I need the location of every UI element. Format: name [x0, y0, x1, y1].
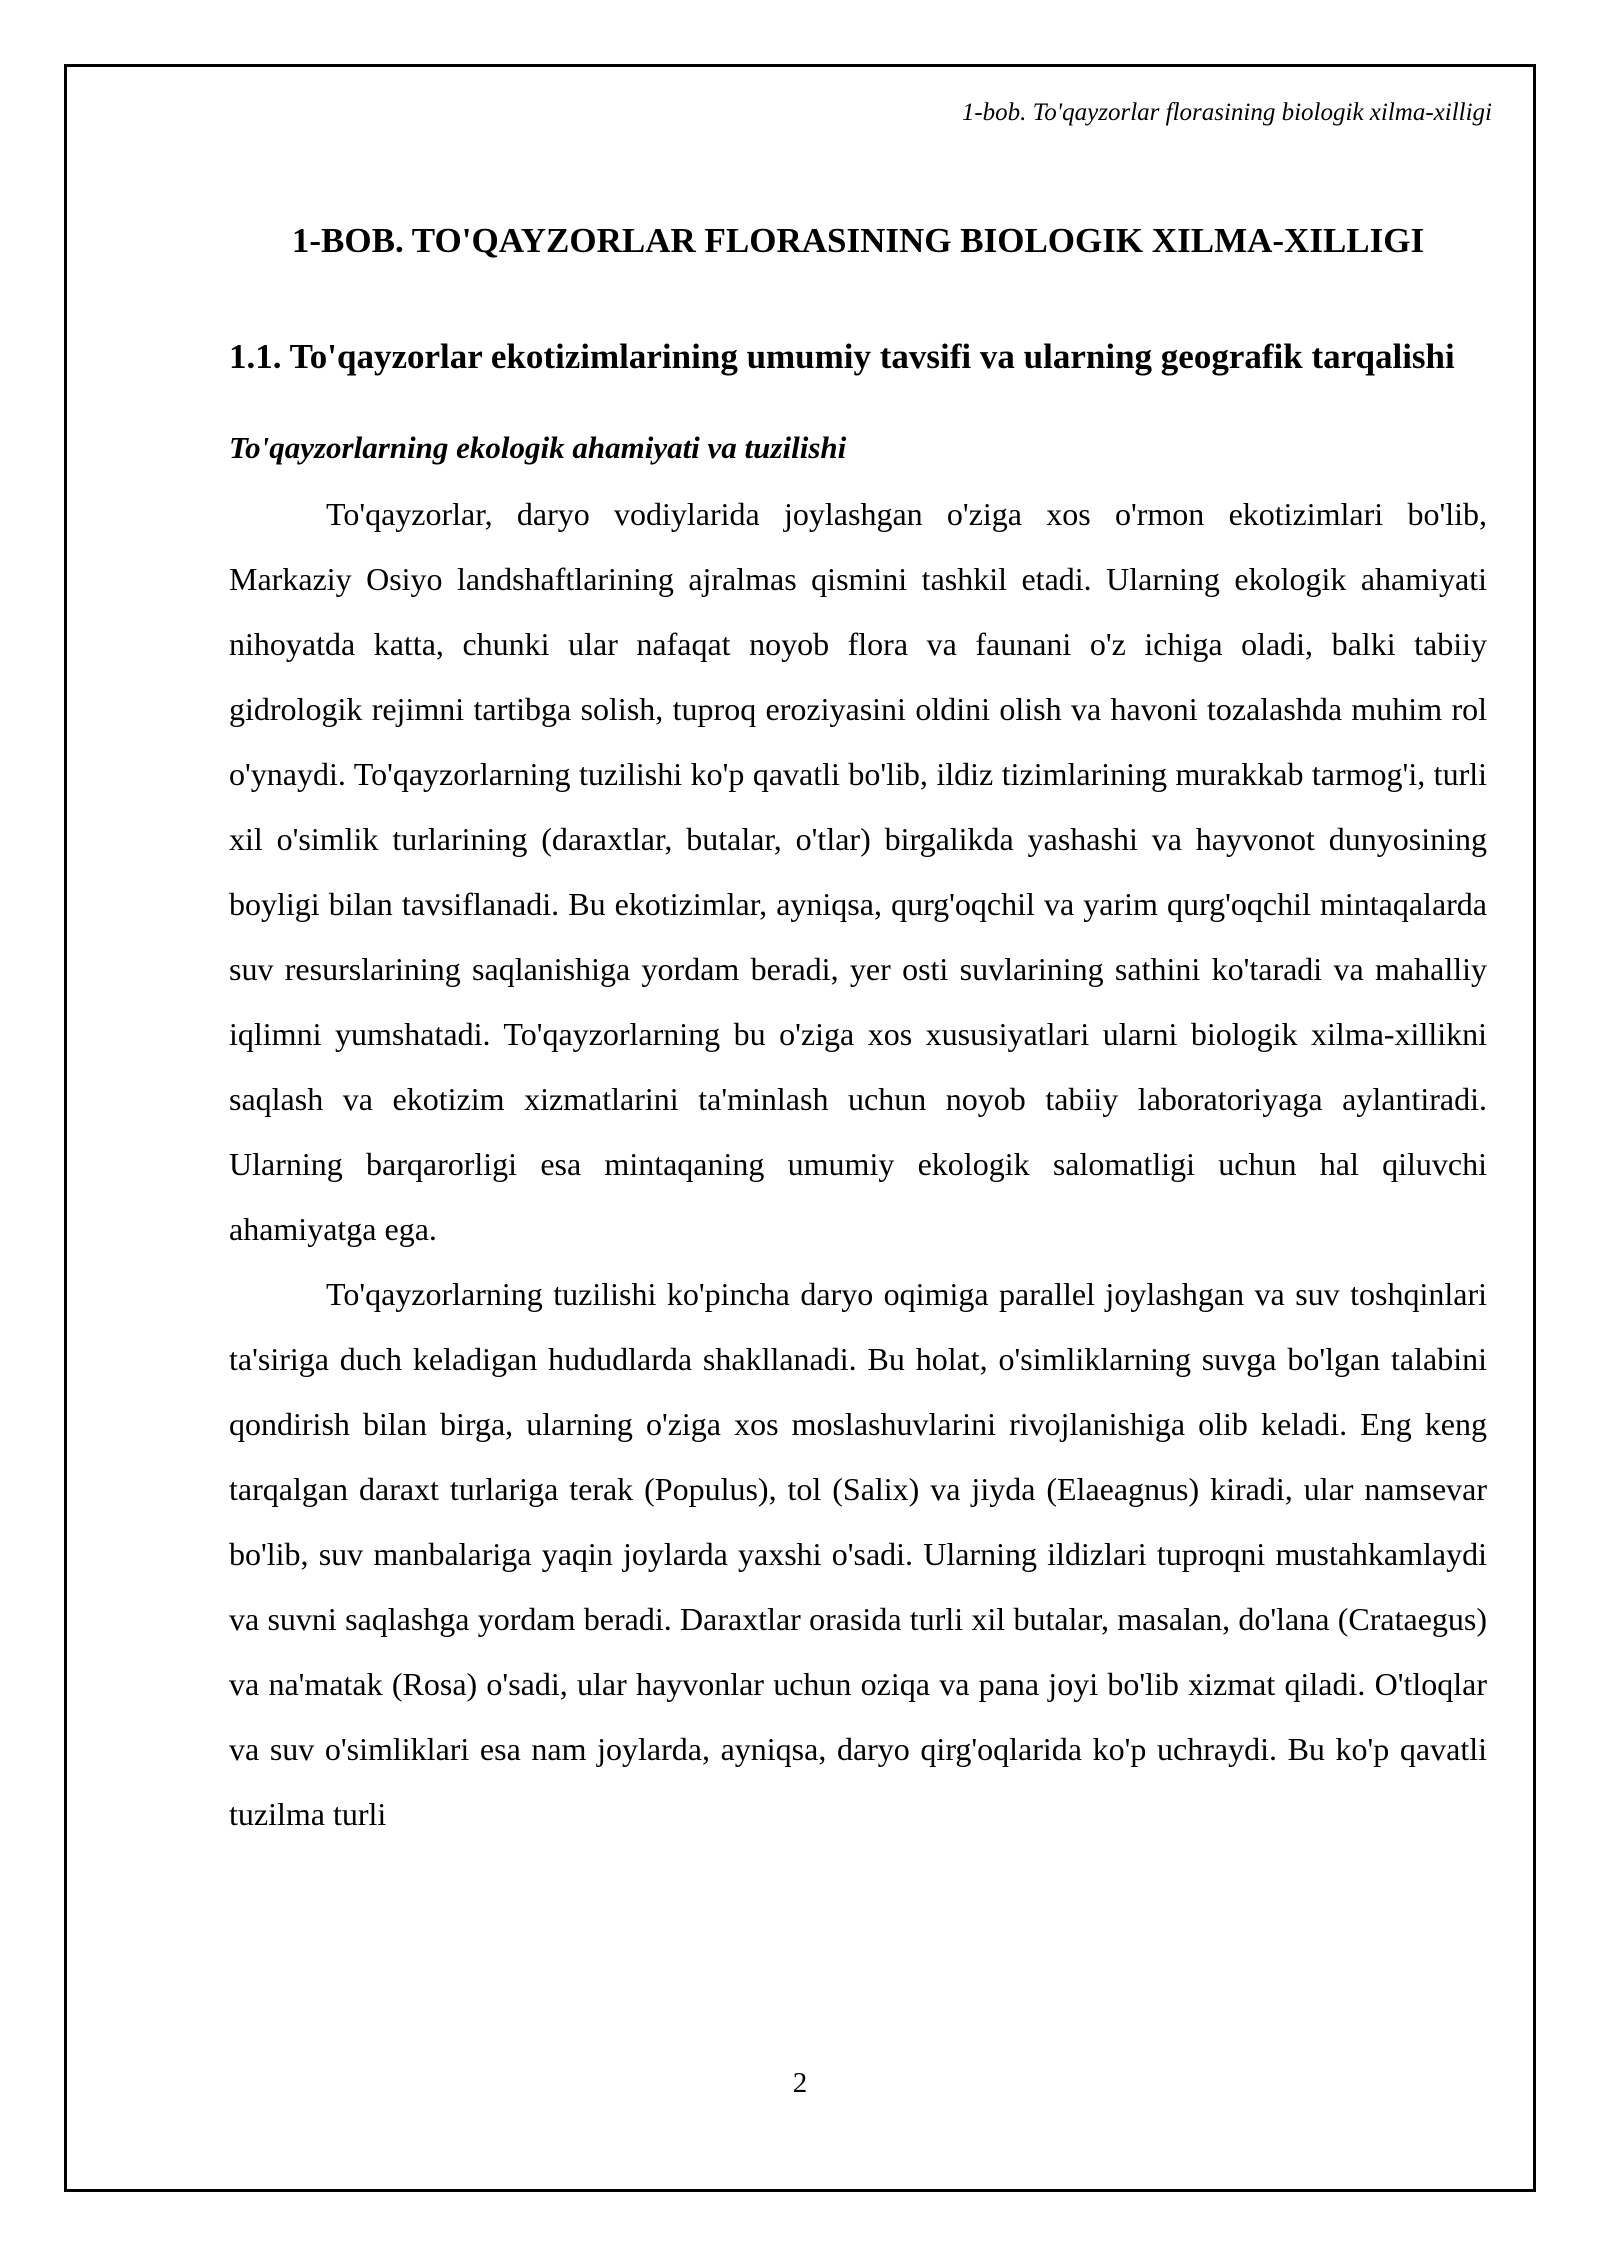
section-title: 1.1. To'qayzorlar ekotizimlarining umumiy tavsifi va ularning geografik tarqalishi: [229, 337, 1455, 376]
subsection-title: To'qayzorlarning ekologik ahamiyati va tuzilishi: [229, 430, 847, 465]
body-paragraph: To'qayzorlarning tuzilishi ko'pincha daryo oqimiga parallel joylashgan va suv toshqinlari ta'siriga duch keladigan hududlarda shakllanadi. Bu holat, o'simliklarning suvga bo'lgan talabini qondirish bilan birga, ularning o'ziga xos moslashuvlarini rivojlanishiga olib keladi. Eng keng tarqalgan daraxt turlariga terak (Populus), tol (Salix) va jiyda (Elaeagnus) kiradi, ular namsevar bo'lib, suv manbalariga yaqin joylarda yaxshi o'sadi. Ularning ildizlari tuproqni mustahkamlaydi va suvni saqlashga yordam beradi. Daraxtlar orasida turli xil butalar, masalan, do'lana (Crataegus) va na'matak (Rosa) o'sadi, ular hayvonlar uchun oziqa va pana joyi bo'lib xizmat qiladi. O'tloqlar va suv o'simliklari esa nam joylarda, ayniqsa, daryo qirg'oqlarida ko'p uchraydi. Bu ko'p qavatli tuzilma turli: [229, 1276, 1487, 1832]
page-number: 2: [792, 2067, 808, 2099]
page-content: [229, 208, 1487, 1847]
body-paragraph: To'qayzorlar, daryo vodiylarida joylashgan o'ziga xos o'rmon ekotizimlari bo'lib, Markaziy Osiyo landshaftlarining ajralmas qismini tashkil etadi. Ularning ekologik ahamiyati nihoyatda katta, chunki ular nafaqat noyob flora va faunani o'z ichiga oladi, balki tabiiy gidrologik rejimni tartibga solish, tuproq eroziyasini oldini olish va havoni tozalashda muhim rol o'ynaydi. To'qayzorlarning tuzilishi ko'p qavatli bo'lib, ildiz tizimlarining murakkab tarmog'i, turli xil o'simlik turlarining (daraxtlar, butalar, o'tlar) birgalikda yashashi va hayvonot dunyosining boyligi bilan tavsiflanadi. Bu ekotizimlar, ayniqsa, qurg'oqchil va yarim qurg'oqchil mintaqalarda suv resurslarining saqlanishiga yordam beradi, yer osti suvlarining sathini ko'taradi va mahalliy iqlimni yumshatadi. To'qayzorlarning bu o'ziga xos xususiyatlari ularni biologik xilma-xillikni saqlash va ekotizim xizmatlarini ta'minlash uchun noyob tabiiy laboratoriyaga aylantiradi. Ularning barqarorligi esa mintaqaning umumiy ekologik salomatligi uchun hal qiluvchi ahamiyatga ega.: [229, 496, 1487, 1247]
running-header: 1-bob. To'qayzorlar florasining biologik xilma-xilligi: [961, 99, 1492, 126]
chapter-title: 1-BOB. TO'QAYZORLAR FLORASINING BIOLOGIK XILMA-XILLIGI: [291, 221, 1425, 260]
